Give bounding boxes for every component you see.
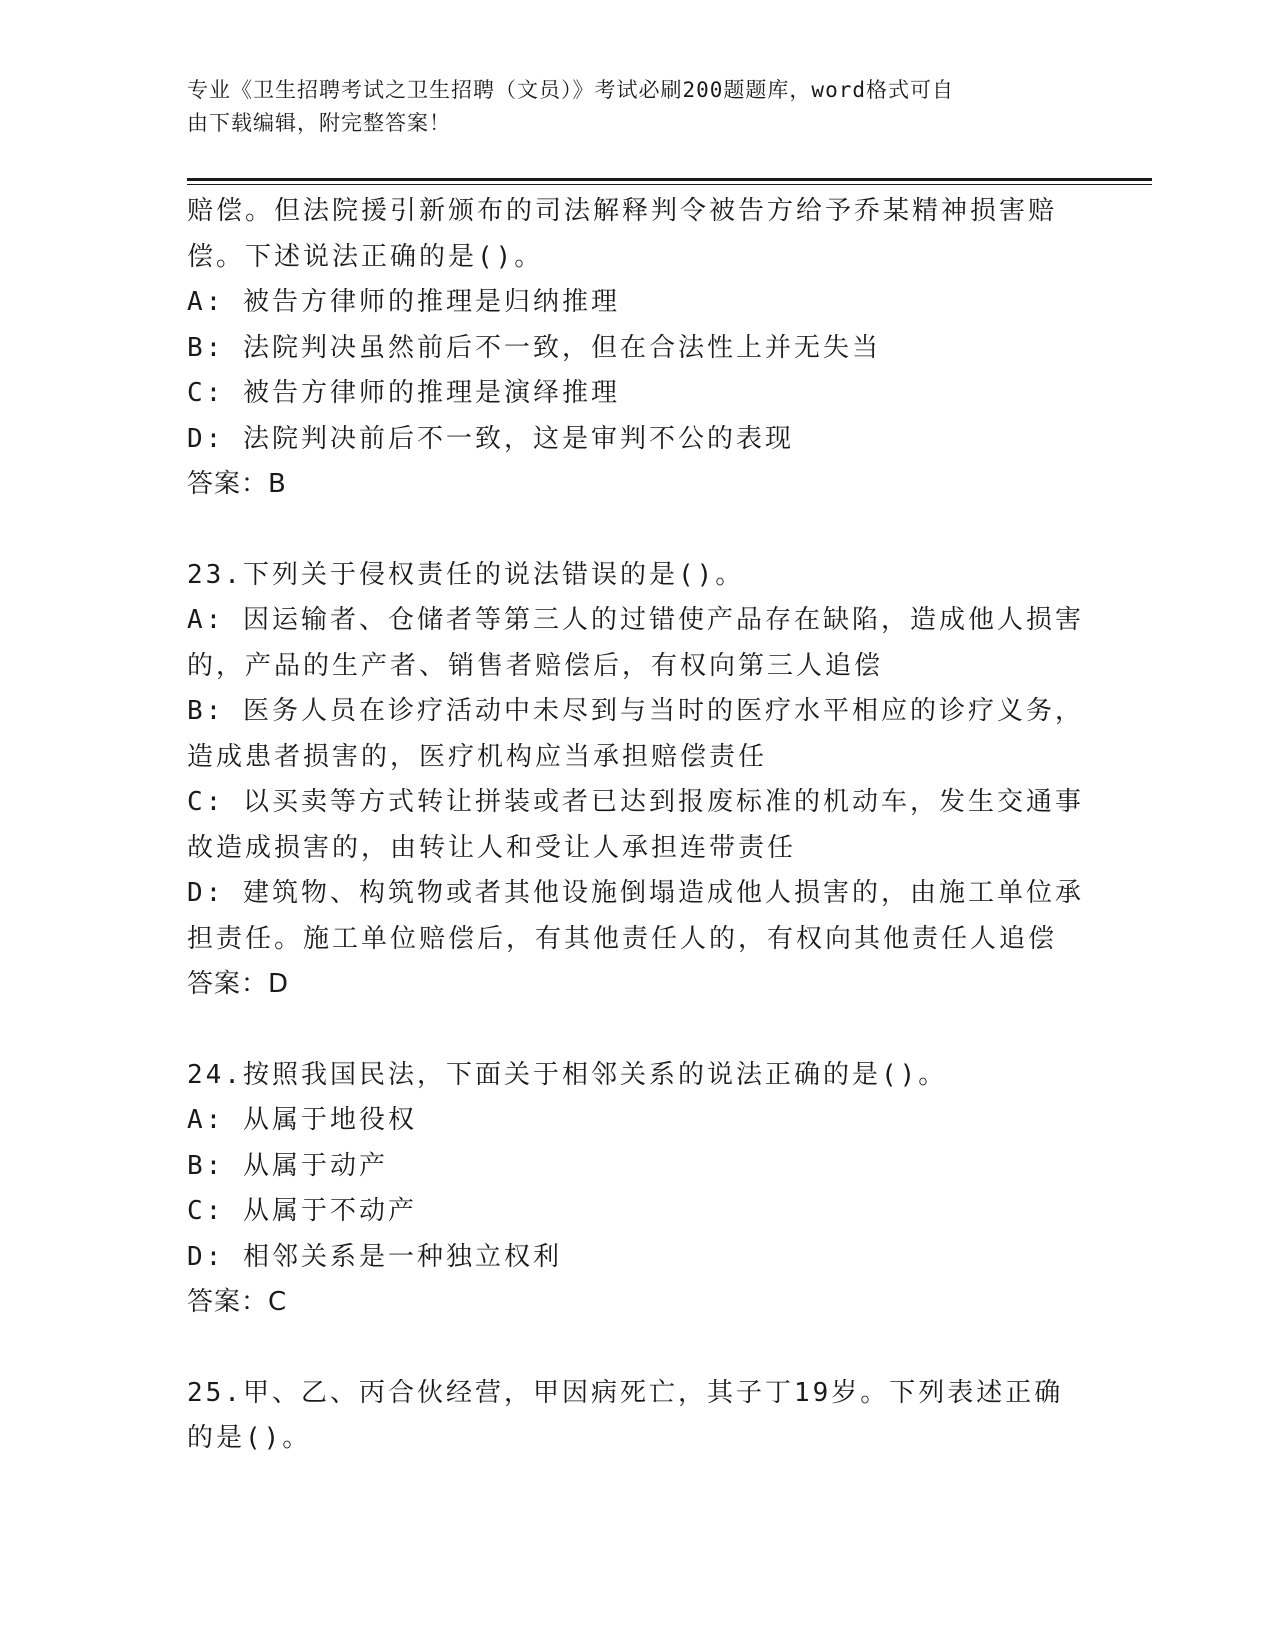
option-b: B: 从属于动产 [187, 1150, 388, 1181]
spacer [187, 1326, 1087, 1371]
option-d: D: 相邻关系是一种独立权利 [187, 1241, 562, 1272]
question-stem-line: 25.甲、乙、丙合伙经营，甲因病死亡，其子丁19岁。下列表述正确 [187, 1377, 1064, 1408]
answer-line: 答案：D [187, 969, 290, 999]
question-stem-line: 的是()。 [187, 1423, 312, 1453]
header-divider-thin [187, 184, 1152, 185]
option-a: A: 被告方律师的推理是归纳推理 [187, 287, 620, 317]
option-c: C: 从属于不动产 [187, 1196, 417, 1226]
option-b: B: 医务人员在诊疗活动中未尽到与当时的医疗水平相应的诊疗义务， [187, 696, 1084, 726]
option-a-continued: 的，产品的生产者、销售者赔偿后，有权向第三人追偿 [187, 650, 884, 681]
option-d-continued: 担责任。施工单位赔偿后，有其他责任人的，有权向其他责任人追偿 [187, 923, 1058, 954]
document-body [187, 189, 1087, 1462]
question-24-block [187, 1053, 1087, 1326]
header-divider-thick [187, 178, 1152, 181]
spacer [187, 1008, 1087, 1053]
answer-line: 答案：C [187, 1287, 288, 1317]
option-c-continued: 故造成损害的，由转让人和受让人承担连带责任 [187, 832, 797, 863]
option-c: C: 以买卖等方式转让拼装或者已达到报废标准的机动车，发生交通事 [187, 787, 1084, 817]
question-22-block [187, 189, 1087, 508]
option-a: A: 因运输者、仓储者等第三人的过错使产品存在缺陷，造成他人损害 [187, 605, 1084, 635]
header-line: 专业《卫生招聘考试之卫生招聘（文员）》考试必刷200题题库，word格式可自 [187, 78, 954, 102]
option-b: B: 法院判决虽然前后不一致，但在合法性上并无失当 [187, 332, 881, 363]
question-stem-line: 23.下列关于侵权责任的说法错误的是()。 [187, 559, 745, 590]
spacer [187, 508, 1087, 553]
option-b-continued: 造成患者损害的，医疗机构应当承担赔偿责任 [187, 741, 768, 772]
question-25-block [187, 1371, 1087, 1462]
answer-line: 答案：B [187, 469, 287, 499]
option-d: D: 建筑物、构筑物或者其他设施倒塌造成他人损害的，由施工单位承 [187, 878, 1084, 908]
option-d: D: 法院判决前后不一致，这是审判不公的表现 [187, 423, 794, 454]
option-c: C: 被告方律师的推理是演绎推理 [187, 378, 620, 408]
question-23-block [187, 553, 1087, 1008]
question-stem-line: 24.按照我国民法，下面关于相邻关系的说法正确的是()。 [187, 1059, 948, 1090]
document-header [187, 74, 1067, 140]
header-line: 由下载编辑，附完整答案！ [187, 111, 451, 135]
option-a: A: 从属于地役权 [187, 1105, 417, 1135]
question-stem-line: 偿。下述说法正确的是()。 [187, 241, 544, 272]
question-stem-line: 赔偿。但法院援引新颁布的司法解释判令被告方给予乔某精神损害赔 [187, 196, 1058, 226]
